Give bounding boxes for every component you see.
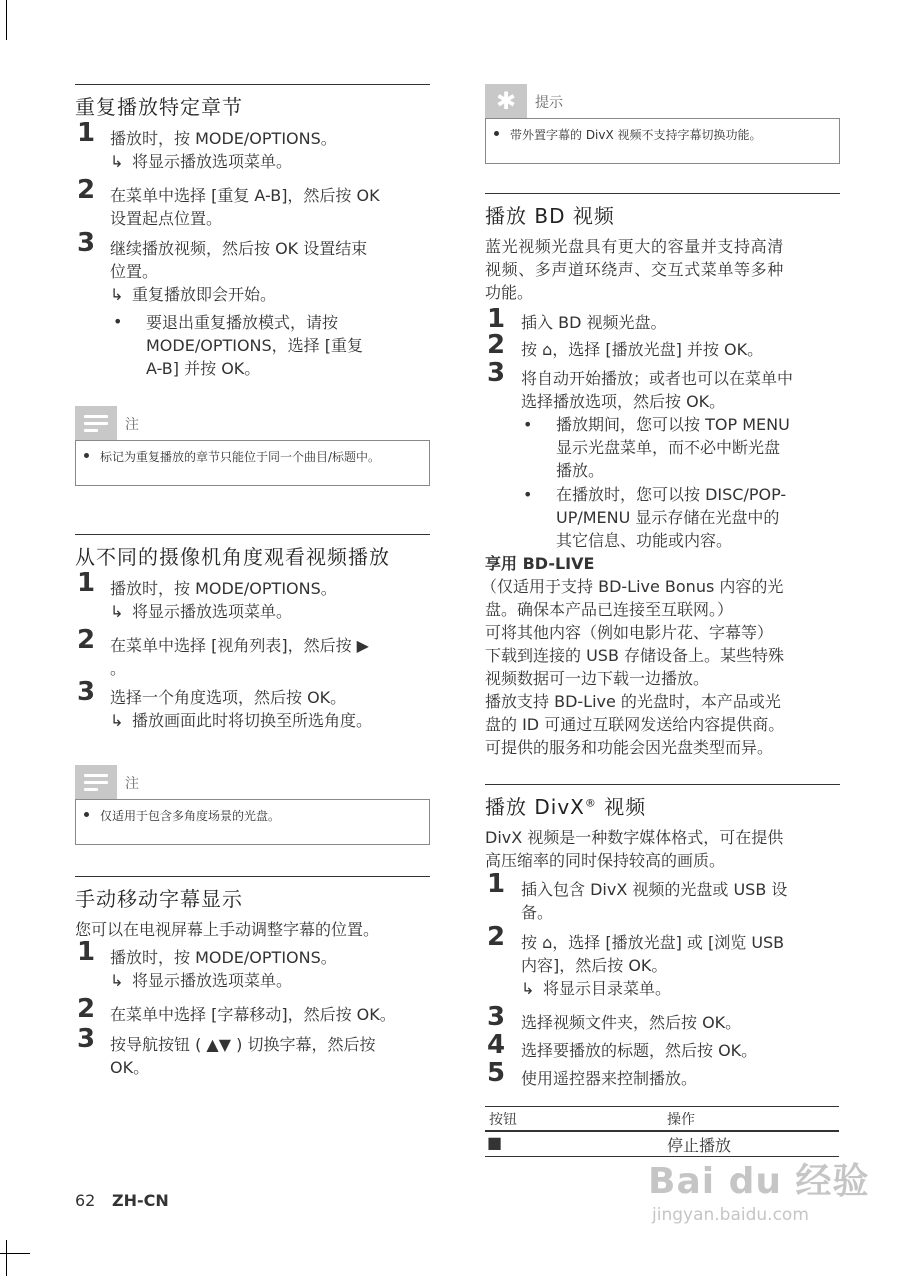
paragraph-line: 视频数据可一边下载一边播放。 <box>485 669 710 688</box>
step-result: ↳ 播放画面此时将切换至所选角度。 <box>110 711 373 730</box>
step-text: 将自动开始播放；或者也可以在菜单中 <box>521 369 794 388</box>
step-number: 1 <box>77 568 96 598</box>
subsection-heading: 享用 BD-LIVE <box>485 554 595 573</box>
step-text: 内容]，然后按 OK。 <box>521 956 668 975</box>
note-icon <box>75 406 117 440</box>
page-number: 62 <box>75 1191 96 1210</box>
step-number: 2 <box>487 330 506 360</box>
step-number: 1 <box>487 869 506 899</box>
language-code: ZH-CN <box>112 1191 169 1210</box>
step-text: 按 ⌂，选择 [播放光盘] 或 [浏览 USB <box>521 933 785 952</box>
result-arrow-icon: ↳ <box>110 711 124 730</box>
stop-icon: ■ <box>487 1133 503 1152</box>
bullet-text: UP/MENU 显示存储在光盘中的 <box>556 508 780 527</box>
step-number: 3 <box>77 677 96 707</box>
note-header <box>75 765 430 799</box>
step-text: 播放时，按 MODE/OPTIONS。 <box>110 579 337 598</box>
result-arrow-icon: ↳ <box>521 979 535 998</box>
note-box <box>75 440 430 486</box>
paragraph-line: 可将其他内容（例如电影片花、字幕等） <box>485 623 774 642</box>
table-header-action: 操作 <box>667 1112 695 1128</box>
step-number: 2 <box>77 175 96 205</box>
bullet-text: 播放期间，您可以按 TOP MENU <box>556 415 790 434</box>
bullet-icon: • <box>113 312 123 331</box>
note-text: 仅适用于包含多角度场景的光盘。 <box>100 809 281 823</box>
step-result: ↳ 将显示播放选项菜单。 <box>110 152 293 171</box>
step-text: 选择播放选项，然后按 OK。 <box>521 392 726 411</box>
note-label: 注 <box>125 417 139 433</box>
watermark-logo: Bai du 经验 <box>648 1161 870 1202</box>
step-text: 选择视频文件夹，然后按 OK。 <box>521 1013 742 1032</box>
table-header-button: 按钮 <box>489 1112 517 1128</box>
step-text: 插入 BD 视频光盘。 <box>521 313 667 332</box>
step-text: 按导航按钮 ( ▲▼ ) 切换字幕，然后按 <box>110 1035 376 1054</box>
step-number: 5 <box>487 1058 506 1088</box>
paragraph-line: 盘的 ID 可通过互联网发送给内容提供商。 <box>485 715 785 734</box>
paragraph-line: 盘。确保本产品已连接至互联网。） <box>485 600 734 619</box>
section-intro: 蓝光视频光盘具有更大的容量并支持高清 <box>485 237 784 256</box>
bullet-text: 要退出重复播放模式，请按 <box>146 313 339 332</box>
section-intro: DivX 视频是一种数字媒体格式，可在提供 <box>485 828 784 847</box>
step-number: 3 <box>487 1002 506 1032</box>
step-number: 1 <box>77 937 96 967</box>
step-result: ↳ 将显示播放选项菜单。 <box>110 602 293 621</box>
crop-mark <box>6 1240 7 1276</box>
step-number: 1 <box>487 304 506 334</box>
step-text: 设置起点位置。 <box>110 209 223 228</box>
step-text: OK。 <box>110 1058 150 1077</box>
paragraph-line: 下载到连接的 USB 存储设备上。某些特殊 <box>485 646 785 665</box>
step-text: 在菜单中选择 [字幕移动]，然后按 OK。 <box>110 1005 396 1024</box>
tip-box <box>485 118 840 164</box>
table-rule <box>485 1130 839 1132</box>
paragraph-line: 播放支持 BD-Live 的光盘时，本产品或光 <box>485 692 781 711</box>
step-number: 3 <box>77 228 96 258</box>
step-number: 3 <box>77 1024 96 1054</box>
paragraph-line: 可提供的服务和功能会因光盘类型而异。 <box>485 738 774 757</box>
section-title: 播放 DivX® 视频 <box>485 784 840 820</box>
section-title: 播放 BD 视频 <box>485 193 840 229</box>
tip-header <box>485 84 840 118</box>
step-number: 2 <box>77 994 96 1024</box>
step-text: 播放时，按 MODE/OPTIONS。 <box>110 948 337 967</box>
step-text: 选择一个角度选项，然后按 OK。 <box>110 688 347 707</box>
tip-text: 带外置字幕的 DivX 视频不支持字幕切换功能。 <box>510 128 762 142</box>
section-title: 手动移动字幕显示 <box>75 876 430 912</box>
step-text: 。 <box>110 659 127 678</box>
bullet-icon <box>84 453 89 458</box>
step-number: 3 <box>487 358 506 388</box>
step-number: 4 <box>487 1030 506 1060</box>
bullet-text: 其它信息、功能或内容。 <box>556 531 733 550</box>
table-rule <box>485 1106 839 1107</box>
bullet-text: 显示光盘菜单，而不必中断光盘 <box>556 438 781 457</box>
bullet-text: 在播放时，您可以按 DISC/POP- <box>556 485 787 504</box>
step-result: ↳ 将显示目录菜单。 <box>521 979 672 998</box>
step-text: 使用遥控器来控制播放。 <box>521 1069 698 1088</box>
tip-icon: ✱ <box>485 84 527 118</box>
step-result: ↳ 重复播放即会开始。 <box>110 285 277 304</box>
section-title: 从不同的摄像机角度观看视频播放 <box>75 534 430 570</box>
step-result: ↳ 将显示播放选项菜单。 <box>110 971 293 990</box>
step-number: 2 <box>77 625 96 655</box>
section-intro: 您可以在电视屏幕上手动调整字幕的位置。 <box>75 920 380 939</box>
result-arrow-icon: ↳ <box>110 602 124 621</box>
watermark <box>648 1160 878 1226</box>
result-arrow-icon: ↳ <box>110 285 124 304</box>
section-intro: 高压缩率的同时保持较高的画质。 <box>485 851 726 870</box>
note-label: 注 <box>125 776 139 792</box>
section-intro: 功能。 <box>485 283 534 302</box>
section-title: 重复播放特定章节 <box>75 84 430 120</box>
step-text: 选择要播放的标题，然后按 OK。 <box>521 1041 758 1060</box>
step-text: 播放时，按 MODE/OPTIONS。 <box>110 129 337 148</box>
bullet-icon: • <box>523 415 533 434</box>
bullet-icon <box>494 131 499 136</box>
table-cell-action: 停止播放 <box>667 1136 732 1155</box>
note-icon <box>75 765 117 799</box>
step-text: 继续播放视频，然后按 OK 设置结束 <box>110 239 368 258</box>
step-text: 在菜单中选择 [视角列表]，然后按 ▶ <box>110 636 369 655</box>
bullet-icon: • <box>523 485 533 504</box>
step-text: 按 ⌂，选择 [播放光盘] 并按 OK。 <box>521 340 764 359</box>
section-intro: 视频、多声道环绕声、交互式菜单等多种 <box>485 260 784 279</box>
watermark-url: jingyan.baidu.com <box>652 1205 809 1225</box>
tip-label: 提示 <box>535 95 563 111</box>
step-text: 插入包含 DivX 视频的光盘或 USB 设 <box>521 880 788 899</box>
note-header <box>75 406 430 440</box>
step-text: 在菜单中选择 [重复 A-B]，然后按 OK <box>110 186 380 205</box>
step-text: 备。 <box>521 903 554 922</box>
table-rule <box>485 1156 839 1157</box>
bullet-text: MODE/OPTIONS，选择 [重复 <box>146 336 364 355</box>
bullet-icon <box>84 812 89 817</box>
step-text: 位置。 <box>110 262 159 281</box>
result-arrow-icon: ↳ <box>110 152 124 171</box>
note-text: 标记为重复播放的章节只能位于同一个曲目/标题中。 <box>100 450 381 464</box>
crop-mark <box>0 1253 30 1254</box>
result-arrow-icon: ↳ <box>110 971 124 990</box>
step-number: 1 <box>77 118 96 148</box>
crop-mark <box>6 0 7 40</box>
bullet-text: 播放。 <box>556 461 605 480</box>
note-box <box>75 799 430 845</box>
bullet-text: A-B] 并按 OK。 <box>146 359 261 378</box>
step-number: 2 <box>487 922 506 952</box>
paragraph-line: （仅适用于支持 BD-Live Bonus 内容的光 <box>481 577 784 596</box>
